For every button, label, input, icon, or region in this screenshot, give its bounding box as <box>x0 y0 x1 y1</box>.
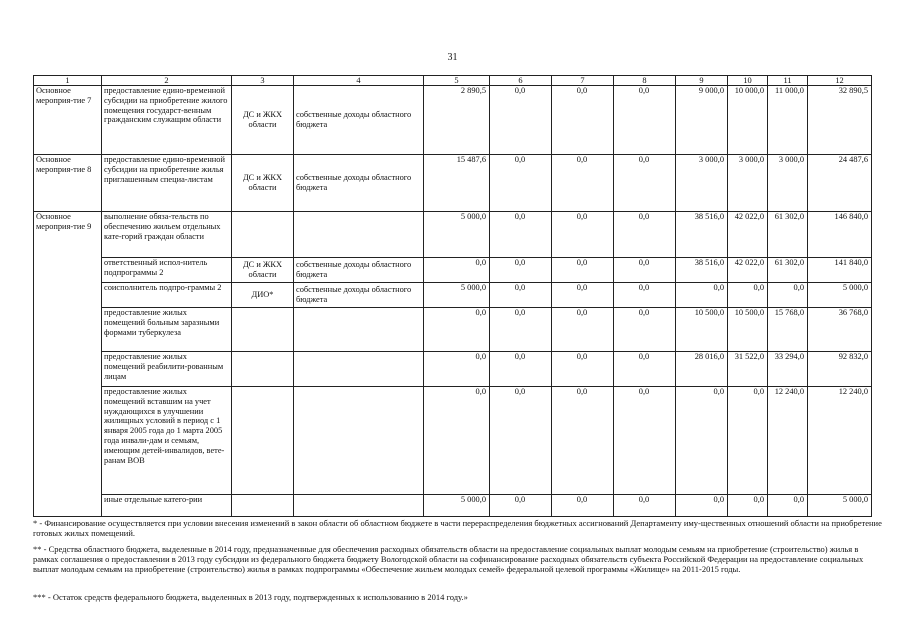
value-cell: 15 768,0 <box>768 308 808 352</box>
col-header: 2 <box>102 76 232 86</box>
measure-description: иные отдельные катего-рии <box>102 495 232 517</box>
value-cell: 28 016,0 <box>676 352 728 387</box>
executor-cell: ДС и ЖКХ области <box>232 155 294 212</box>
measure-description: предоставление едино-временной субсидии на приобретение жилья приглашенным специа-листам <box>102 155 232 212</box>
value-cell: 32 890,5 <box>808 86 872 155</box>
value-cell: 0,0 <box>490 155 552 212</box>
value-cell: 0,0 <box>614 258 676 283</box>
value-cell: 0,0 <box>552 258 614 283</box>
value-cell: 33 294,0 <box>768 352 808 387</box>
value-cell: 3 000,0 <box>676 155 728 212</box>
value-cell: 0,0 <box>552 387 614 495</box>
value-cell: 0,0 <box>490 352 552 387</box>
value-cell: 0,0 <box>728 387 768 495</box>
value-cell: 5 000,0 <box>424 283 490 308</box>
value-cell: 31 522,0 <box>728 352 768 387</box>
value-cell: 0,0 <box>552 86 614 155</box>
value-cell: 10 000,0 <box>728 86 768 155</box>
budget-table <box>33 75 872 517</box>
executor-cell: ДИО* <box>232 283 294 308</box>
value-cell: 0,0 <box>424 308 490 352</box>
value-cell: 0,0 <box>490 258 552 283</box>
value-cell: 10 500,0 <box>728 308 768 352</box>
table-row <box>34 283 872 308</box>
value-cell: 146 840,0 <box>808 212 872 258</box>
measure-description: предоставление жилых помещений вставшим на учет нуждающихся в улучшении жилищных условий в период с 1 января 2005 года до 1 марта 2005 года инвали-дам и семьям, имеющим детей-инвалидов, вете-ранам ВОВ <box>102 387 232 495</box>
value-cell: 42 022,0 <box>728 212 768 258</box>
value-cell: 61 302,0 <box>768 212 808 258</box>
value-cell: 5 000,0 <box>808 283 872 308</box>
funding-source-cell: собственные доходы областного бюджета <box>294 155 424 212</box>
value-cell: 0,0 <box>490 86 552 155</box>
value-cell: 0,0 <box>676 387 728 495</box>
table-row <box>34 495 872 517</box>
executor-cell: ДС и ЖКХ области <box>232 86 294 155</box>
funding-source-cell: собственные доходы областного бюджета <box>294 258 424 283</box>
footnote-2: ** - Средства областного бюджета, выделенные в 2014 году, предназначенные для обеспечения расходных обязательств области на предоставление социальных выплат молодым семьям на приобретение (строительство) жилья в рамках соглашения о предоставлении в 2013 году субсидии из федерального бюджета бюджету Вологодской области на софинансирование расходных обязательств субъекта Российской Федерации на предоставление социальных выплат молодым семьям на приобретение (строительство) жилья в рамках подпрограммы «Обеспечение жильем молодых семей» федеральной целевой программы «Жилище» на 2011-2015 годы. <box>33 544 864 574</box>
table-row <box>34 212 872 258</box>
value-cell: 10 500,0 <box>676 308 728 352</box>
value-cell: 3 000,0 <box>768 155 808 212</box>
col-header: 12 <box>808 76 872 86</box>
value-cell: 9 000,0 <box>676 86 728 155</box>
funding-source-cell <box>294 352 424 387</box>
executor-cell <box>232 352 294 387</box>
col-header: 1 <box>34 76 102 86</box>
measure-description: ответственный испол-нитель подпрограммы 2 <box>102 258 232 283</box>
value-cell: 0,0 <box>676 283 728 308</box>
value-cell: 0,0 <box>552 308 614 352</box>
value-cell: 24 487,6 <box>808 155 872 212</box>
col-header: 3 <box>232 76 294 86</box>
col-header: 6 <box>490 76 552 86</box>
value-cell: 0,0 <box>552 155 614 212</box>
funding-source-cell: собственные доходы областного бюджета <box>294 283 424 308</box>
value-cell: 0,0 <box>614 86 676 155</box>
footnote-1: * - Финансирование осуществляется при условии внесения изменений в закон области об областном бюджете в части перераспределения бюджетных ассигнований Департаменту иму-щественных отношений области на приобретение готовых жилых помещений. <box>33 518 882 538</box>
measure-description: соисполнитель подпро-граммы 2 <box>102 283 232 308</box>
value-cell: 0,0 <box>768 495 808 517</box>
value-cell: 0,0 <box>614 155 676 212</box>
value-cell: 141 840,0 <box>808 258 872 283</box>
value-cell: 12 240,0 <box>808 387 872 495</box>
value-cell: 11 000,0 <box>768 86 808 155</box>
table-row <box>34 308 872 352</box>
value-cell: 5 000,0 <box>424 495 490 517</box>
value-cell: 5 000,0 <box>808 495 872 517</box>
value-cell: 5 000,0 <box>424 212 490 258</box>
footnote-3: *** - Остаток средств федерального бюджета, выделенных в 2013 году, подтвержденных к использованию в 2014 году.» <box>33 592 468 602</box>
value-cell: 0,0 <box>490 212 552 258</box>
measure-description: выполнение обяза-тельств по обеспечению жильем отдельных кате-горий граждан области <box>102 212 232 258</box>
value-cell: 0,0 <box>552 352 614 387</box>
col-header: 9 <box>676 76 728 86</box>
value-cell: 12 240,0 <box>768 387 808 495</box>
col-header: 8 <box>614 76 676 86</box>
value-cell: 0,0 <box>490 387 552 495</box>
value-cell: 42 022,0 <box>728 258 768 283</box>
value-cell: 3 000,0 <box>728 155 768 212</box>
value-cell: 15 487,6 <box>424 155 490 212</box>
value-cell: 0,0 <box>614 495 676 517</box>
value-cell: 0,0 <box>552 283 614 308</box>
value-cell: 92 832,0 <box>808 352 872 387</box>
value-cell: 0,0 <box>424 352 490 387</box>
table-row <box>34 86 872 155</box>
value-cell: 0,0 <box>424 258 490 283</box>
funding-source-cell <box>294 387 424 495</box>
value-cell: 2 890,5 <box>424 86 490 155</box>
col-header: 5 <box>424 76 490 86</box>
table-row <box>34 155 872 212</box>
executor-cell <box>232 495 294 517</box>
value-cell: 0,0 <box>424 387 490 495</box>
page-number: 31 <box>447 52 458 63</box>
funding-source-cell <box>294 212 424 258</box>
measure-name: Основное мероприя-тие 8 <box>34 155 102 212</box>
measure-name: Основное мероприя-тие 7 <box>34 86 102 155</box>
value-cell: 0,0 <box>676 495 728 517</box>
measure-name: Основное мероприя-тие 9 <box>34 212 102 517</box>
table-row <box>34 352 872 387</box>
value-cell: 0,0 <box>614 352 676 387</box>
measure-description: предоставление жилых помещений реабилити-рованным лицам <box>102 352 232 387</box>
col-header: 10 <box>728 76 768 86</box>
value-cell: 0,0 <box>614 387 676 495</box>
executor-cell: ДС и ЖКХ области <box>232 258 294 283</box>
col-header: 11 <box>768 76 808 86</box>
value-cell: 0,0 <box>490 308 552 352</box>
value-cell: 36 768,0 <box>808 308 872 352</box>
value-cell: 0,0 <box>614 308 676 352</box>
header-row <box>34 76 872 86</box>
value-cell: 0,0 <box>552 212 614 258</box>
funding-source-cell <box>294 495 424 517</box>
executor-cell <box>232 387 294 495</box>
value-cell: 0,0 <box>614 212 676 258</box>
value-cell: 0,0 <box>614 283 676 308</box>
measure-description: предоставление жилых помещений больным заразными формами туберкулеза <box>102 308 232 352</box>
value-cell: 38 516,0 <box>676 212 728 258</box>
value-cell: 0,0 <box>490 495 552 517</box>
executor-cell <box>232 212 294 258</box>
col-header: 4 <box>294 76 424 86</box>
value-cell: 0,0 <box>728 283 768 308</box>
table-row <box>34 258 872 283</box>
col-header: 7 <box>552 76 614 86</box>
table-row <box>34 387 872 495</box>
funding-source-cell <box>294 308 424 352</box>
executor-cell <box>232 308 294 352</box>
value-cell: 0,0 <box>768 283 808 308</box>
value-cell: 0,0 <box>728 495 768 517</box>
value-cell: 38 516,0 <box>676 258 728 283</box>
funding-source-cell: собственные доходы областного бюджета <box>294 86 424 155</box>
value-cell: 61 302,0 <box>768 258 808 283</box>
value-cell: 0,0 <box>552 495 614 517</box>
measure-description: предоставление едино-временной субсидии на приобретение жилого помещения государст-венным гражданским служащим области <box>102 86 232 155</box>
value-cell: 0,0 <box>490 283 552 308</box>
